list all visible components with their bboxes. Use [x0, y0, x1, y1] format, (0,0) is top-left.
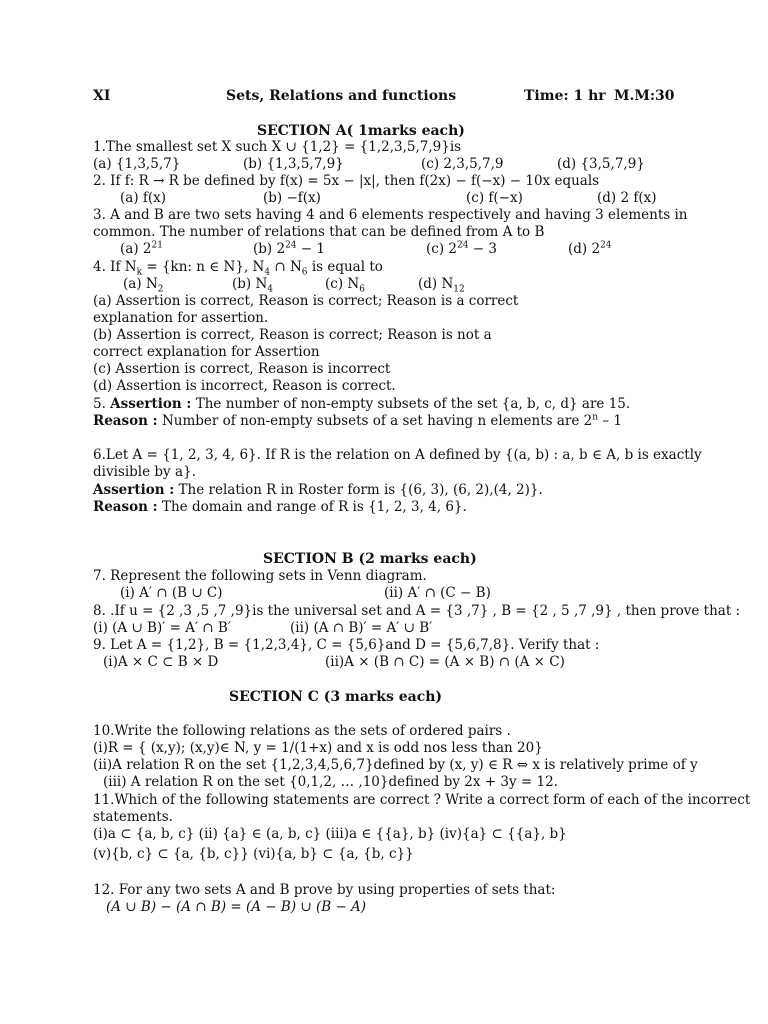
q4-option-b: (b) $N_4$ [232, 276, 274, 295]
q7-part-i: (i) A′ ∩ (B ∪ C) [120, 585, 223, 601]
section-c-title: SECTION C (3 marks each) [229, 689, 443, 705]
q1-text: 1.The smallest set X such X ∪ {1,2} = {1,2,3,5,7,9}is [93, 139, 462, 155]
q4-text: 4. If $N_k = \{kn$: n ∈ N}, $N_4$ ∩ $N_6$ is equal to [93, 259, 383, 278]
q7-part-ii: (ii) A′ ∩ (C − B) [384, 585, 491, 601]
q9-part-i: (i)A × C ⊂ B × D [103, 654, 219, 670]
q3-option-c: (c) $2^{24} - 3$ [426, 240, 497, 257]
assertion-option-b-line2: correct explanation for Assertion [93, 344, 320, 360]
q7-text: 7. Represent the following sets in Venn diagram. [93, 568, 427, 584]
assertion-option-d: (d) Assertion is incorrect, Reason is correct. [93, 378, 396, 394]
section-a-title: SECTION A( 1marks each) [257, 123, 465, 139]
q4-option-c: (c) $N_6$ [325, 276, 365, 295]
q3-option-d: (d) $2^{24}$ [568, 240, 612, 257]
q12-text: 12. For any two sets A and B prove by using properties of sets that: [93, 882, 556, 898]
q1-option-a: (a) {1,3,5,7} [93, 156, 181, 172]
class-label: XI [93, 88, 111, 104]
q9-text: 9. Let A = {1,2}, B = {1,2,3,4}, C = {5,6}and D = {5,6,7,8}. Verify that : [93, 637, 600, 653]
q2-option-c: (c) f(−x) [466, 190, 523, 206]
q3-line2: common. The number of relations that can be defined from A to B [93, 224, 545, 240]
q12-formula: (A ∪ B) − (A ∩ B) = (A − B) ∪ (B − A) [106, 899, 367, 915]
q8-part-i: (i) (A ∪ B)′ = A′ ∩ B′ [93, 620, 231, 636]
q2-option-d: (d) 2 f(x) [597, 190, 657, 206]
q1-option-c: (c) 2,3,5,7,9 [421, 156, 504, 172]
q3-option-a: (a) $2^{21}$ [120, 240, 163, 257]
q11-row1: (i)a ⊂ {a, b, c} (ii) {a} ∈ (a, b, c} (iii)a ∈ {{a}, b} (iv){a} ⊂ {{a}, b} [93, 826, 567, 842]
assertion-option-b-line1: (b) Assertion is correct, Reason is correct; Reason is not a [93, 327, 492, 343]
q6-line2: divisible by a}. [93, 464, 196, 480]
q10-part-i: (i)R = { (x,y); (x,y)∈ N, y = 1/(1+x) and x is odd nos less than 20} [93, 740, 543, 756]
q2-text: 2. If f: R → R be defined by f(x) = 5x − |x|, then f(2x) − f(−x) − 10x equals [93, 173, 600, 189]
q6-reason: Reason : The domain and range of R is {1, 2, 3, 4, 6}. [93, 499, 467, 515]
q11-line2: statements. [93, 809, 173, 825]
q5-assertion: 5. Assertion : The number of non-empty subsets of the set {a, b, c, d} are 15. [93, 396, 631, 412]
q2-option-a: (a) f(x) [120, 190, 167, 206]
q11-row2: (v){b, c} ⊂ {a, {b, c}} (vi){a, b} ⊂ {a, {b, c}} [93, 846, 414, 862]
max-marks-label: M.M:30 [614, 88, 675, 104]
assertion-option-a-line2: explanation for assertion. [93, 310, 269, 326]
section-b-title: SECTION B (2 marks each) [263, 551, 477, 567]
q9-part-ii: (ii)A × (B ∩ C) = (A × B) ∩ (A × C) [325, 654, 565, 670]
q10-text: 10.Write the following relations as the sets of ordered pairs . [93, 723, 511, 739]
q1-option-b: (b) {1,3,5,7,9} [243, 156, 344, 172]
q5-reason: Reason : Number of non-empty subsets of a set having n elements are 2$^n$ – 1 [93, 412, 622, 429]
q4-option-d: (d) $N_{12}$ [418, 276, 465, 295]
assertion-option-a-line1: (a) Assertion is correct, Reason is correct; Reason is a correct [93, 293, 519, 309]
q11-line1: 11.Which of the following statements are correct ? Write a correct form of each of the incorrect [93, 792, 751, 808]
q10-part-iii: (iii) A relation R on the set {0,1,2, … ,10}defined by 2x + 3y = 12. [103, 774, 558, 790]
q8-part-ii: (ii) (A ∩ B)′ = A′ ∪ B′ [290, 620, 433, 636]
q10-part-ii: (ii)A relation R on the set {1,2,3,4,5,6,7}defined by (x, y) ∈ R ⇔ x is relatively prime of y [93, 757, 698, 773]
q4-option-a: (a) $N_2$ [123, 276, 164, 295]
q6-line1: 6.Let A = {1, 2, 3, 4, 6}. If R is the relation on A defined by {(a, b) : a, b ∈ A, b is exactly [93, 447, 702, 463]
q1-option-d: (d) {3,5,7,9} [557, 156, 645, 172]
subject-title: Sets, Relations and functions [226, 88, 457, 104]
assertion-option-c: (c) Assertion is correct, Reason is incorrect [93, 361, 391, 377]
time-label: Time: 1 hr [524, 88, 606, 104]
q3-option-b: (b) $2^{24} - 1$ [253, 240, 325, 257]
q3-line1: 3. A and B are two sets having 4 and 6 elements respectively and having 3 elements in [93, 207, 688, 223]
q6-assertion: Assertion : The relation R in Roster form is {(6, 3), (6, 2),(4, 2)}. [93, 482, 543, 498]
q8-text: 8. .If u = {2 ,3 ,5 ,7 ,9}is the universal set and A = {3 ,7} , B = {2 , 5 ,7 ,9} , then prove that : [93, 603, 741, 619]
q2-option-b: (b) −f(x) [263, 190, 321, 206]
